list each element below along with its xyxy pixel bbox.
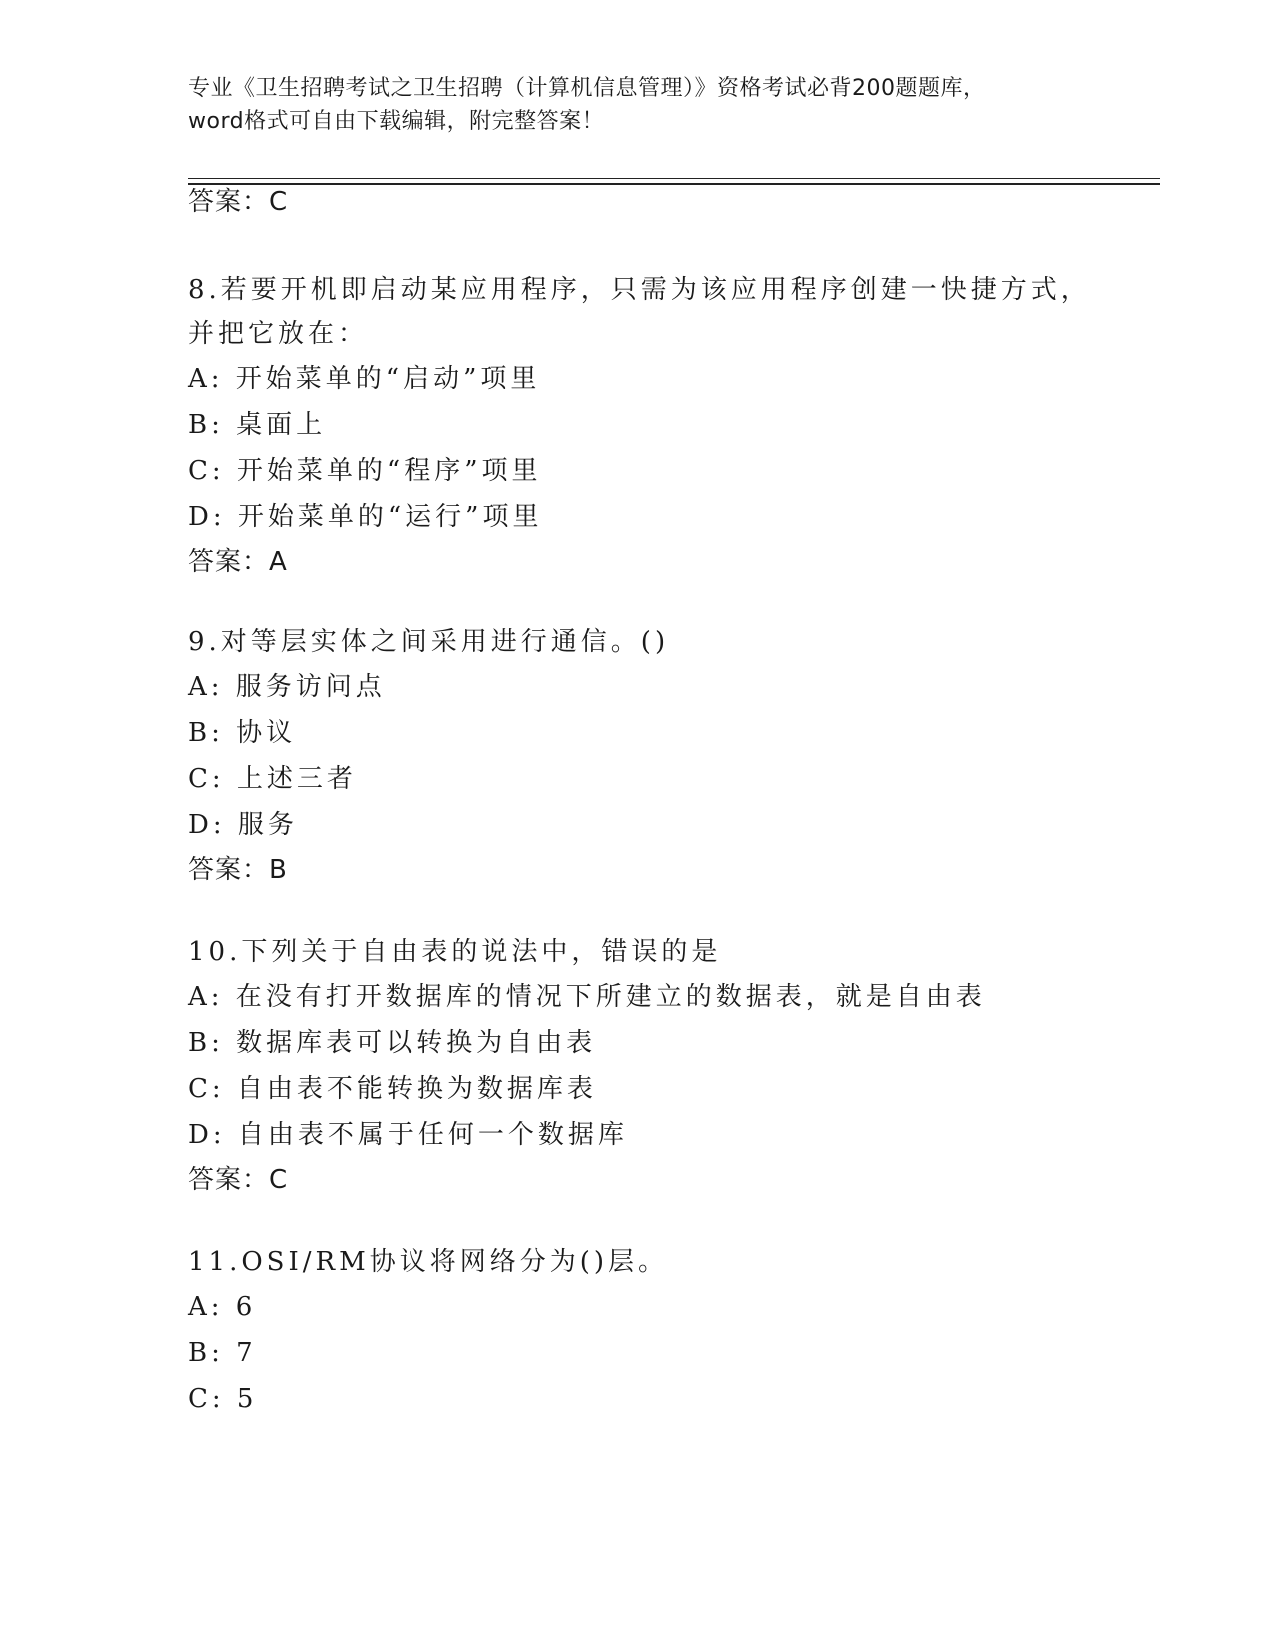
option-c: C: 上述三者 <box>188 764 357 794</box>
document-header <box>188 72 1088 138</box>
question-stem: 8.若要开机即启动某应用程序，只需为该应用程序创建一快捷方式， <box>188 275 1091 305</box>
question-9 <box>188 620 669 892</box>
option-b: B: 7 <box>188 1338 257 1368</box>
answer-line: 答案：A <box>188 547 288 577</box>
option-b: B: 协议 <box>188 718 297 748</box>
option-b: B: 桌面上 <box>188 410 327 440</box>
answer-line: 答案：C <box>188 1165 289 1195</box>
header-divider-thin <box>188 178 1160 179</box>
option-a: A: 开始菜单的“启动”项里 <box>188 364 541 394</box>
question-10 <box>188 930 986 1202</box>
header-line-2: word格式可自由下载编辑，附完整答案！ <box>188 109 605 134</box>
question-stem: 10.下列关于自由表的说法中，错误的是 <box>188 937 722 967</box>
answer-line: 答案：C <box>188 187 289 217</box>
header-line-1: 专业《卫生招聘考试之卫生招聘（计算机信息管理）》资格考试必背200题题库， <box>188 76 986 101</box>
option-a: A: 6 <box>188 1292 257 1322</box>
option-a: A: 服务访问点 <box>188 672 386 702</box>
question-stem: 9.对等层实体之间采用进行通信。() <box>188 627 670 657</box>
option-b: B: 数据库表可以转换为自由表 <box>188 1028 597 1058</box>
option-c: C: 5 <box>188 1384 258 1414</box>
option-d: D: 自由表不属于任何一个数据库 <box>188 1120 628 1150</box>
option-c: C: 开始菜单的“程序”项里 <box>188 456 542 486</box>
question-8 <box>188 268 1091 584</box>
question-11 <box>188 1240 668 1422</box>
question-stem: 并把它放在： <box>188 319 369 349</box>
option-a: A: 在没有打开数据库的情况下所建立的数据表，就是自由表 <box>188 982 986 1012</box>
option-d: D: 服务 <box>188 810 298 840</box>
option-c: C: 自由表不能转换为数据库表 <box>188 1074 597 1104</box>
answer-line: 答案：B <box>188 855 288 885</box>
option-d: D: 开始菜单的“运行”项里 <box>188 502 543 532</box>
header-divider-thick <box>188 183 1160 185</box>
question-stem: 11.OSI/RM协议将网络分为()层。 <box>188 1247 668 1277</box>
